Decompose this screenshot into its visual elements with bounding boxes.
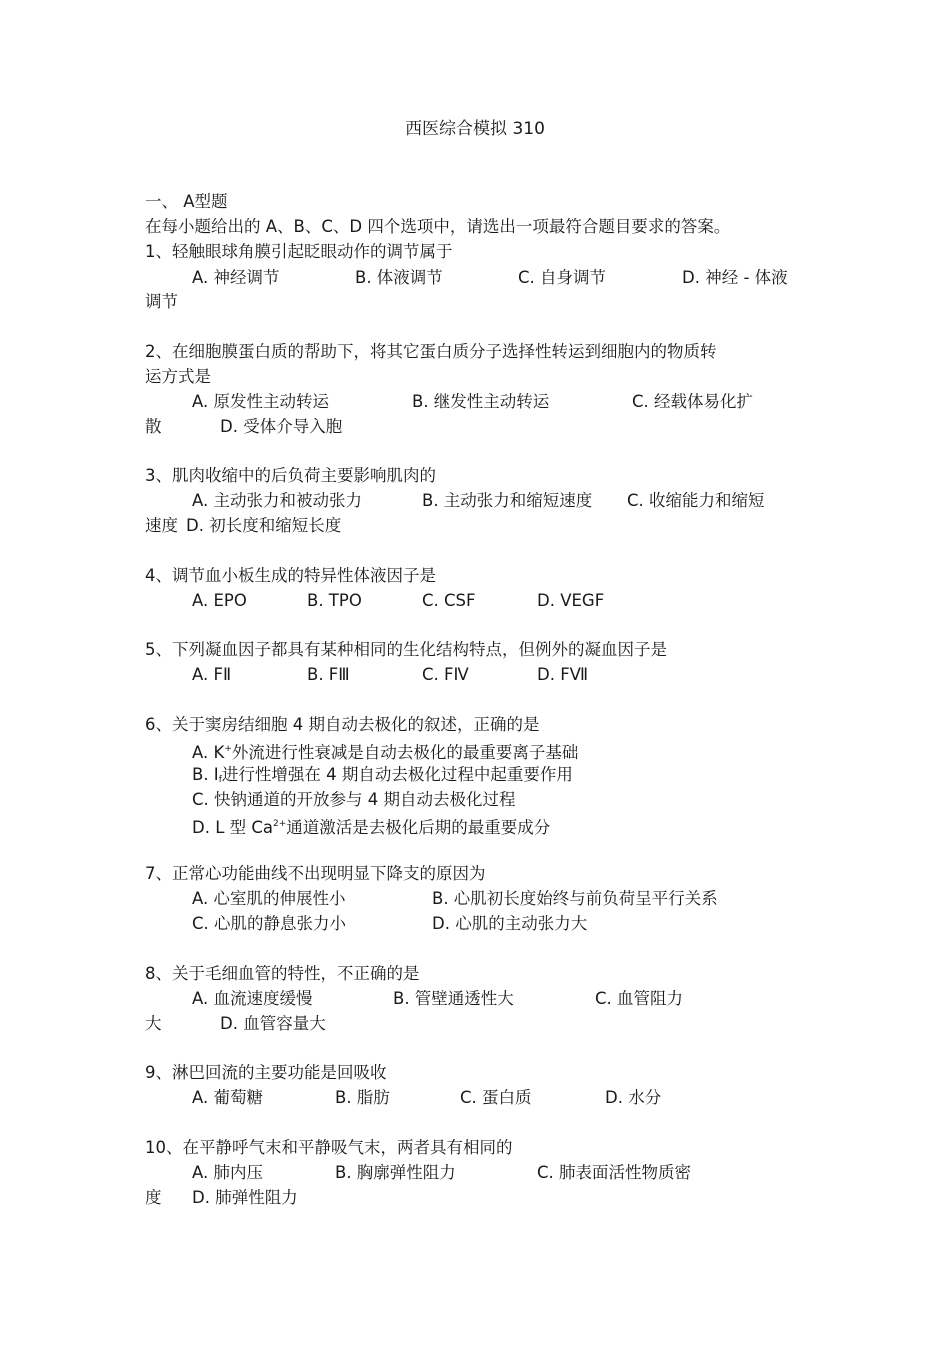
question-4-option-c: C. CSF — [422, 591, 476, 610]
question-5-option-d: D. FⅦ — [537, 665, 589, 684]
question-10-stem: 10、在平静呼气末和平静吸气末，两者具有相同的 — [145, 1138, 513, 1157]
question-5-option-c: C. FⅣ — [422, 665, 469, 684]
question-1-option-a: A. 神经调节 — [192, 268, 280, 287]
question-4-option-b: B. TPO — [307, 591, 362, 610]
page-title: 西医综合模拟 310 — [405, 119, 545, 139]
question-7-option-b: B. 心肌初长度始终与前负荷呈平行关系 — [432, 889, 718, 908]
question-7-option-d: D. 心肌的主动张力大 — [432, 914, 588, 933]
question-4-option-a: A. EPO — [192, 591, 247, 610]
question-1-option-c: C. 自身调节 — [518, 268, 607, 287]
question-1-continuation: 调节 — [145, 292, 178, 311]
question-6-option-b-prefix: B. I — [192, 765, 219, 784]
question-3-stem: 3、肌肉收缩中的后负荷主要影响肌肉的 — [145, 466, 436, 485]
question-1-stem: 1、轻触眼球角膜引起眨眼动作的调节属于 — [145, 242, 453, 261]
question-3-continuation: 速度 — [145, 516, 178, 535]
question-3-option-c: C. 收缩能力和缩短 — [627, 491, 765, 510]
question-7-option-a: A. 心室肌的伸展性小 — [192, 889, 346, 908]
question-6-option-c: C. 快钠通道的开放参与 4 期自动去极化过程 — [192, 790, 516, 809]
question-8-option-c: C. 血管阻力 — [595, 989, 684, 1008]
question-9-stem: 9、淋巴回流的主要功能是回吸收 — [145, 1063, 387, 1082]
question-2-stem-cont: 运方式是 — [145, 367, 211, 386]
question-5-option-a: A. FⅡ — [192, 665, 232, 684]
question-6-option-d — [192, 812, 550, 840]
question-3-option-a: A. 主动张力和被动张力 — [192, 491, 362, 510]
question-9-option-d: D. 水分 — [605, 1088, 662, 1107]
question-10-option-d: D. 肺弹性阻力 — [192, 1188, 298, 1207]
section-heading: 一、 A型题 — [145, 192, 228, 211]
question-8-stem: 8、关于毛细血管的特性，不正确的是 — [145, 964, 420, 983]
question-10-option-a: A. 肺内压 — [192, 1163, 263, 1182]
question-7-option-c: C. 心肌的静息张力小 — [192, 914, 347, 933]
question-9-option-a: A. 葡萄糖 — [192, 1088, 263, 1107]
question-6-stem: 6、关于窦房结细胞 4 期自动去极化的叙述，正确的是 — [145, 715, 540, 734]
question-1-option-d: D. 神经 - 体液 — [682, 268, 788, 287]
question-8-option-d: D. 血管容量大 — [220, 1014, 326, 1033]
current-subscript: f — [218, 775, 222, 785]
question-2-stem: 2、在细胞膜蛋白质的帮助下，将其它蛋白质分子选择性转运到细胞内的物质转 — [145, 342, 717, 361]
question-4-option-d: D. VEGF — [537, 591, 605, 610]
instruction-text: 在每小题给出的 A、B、C、D 四个选项中，请选出一项最符合题目要求的答案。 — [145, 217, 731, 236]
question-2-option-d: D. 受体介导入胞 — [220, 417, 343, 436]
calcium-superscript: 2+ — [273, 819, 287, 829]
question-5-stem: 5、下列凝血因子都具有某种相同的生化结构特点，但例外的凝血因子是 — [145, 640, 667, 659]
question-2-option-b: B. 继发性主动转运 — [412, 392, 550, 411]
question-3-option-b: B. 主动张力和缩短速度 — [422, 491, 593, 510]
question-5-option-b: B. FⅢ — [307, 665, 350, 684]
question-8-option-b: B. 管壁通透性大 — [393, 989, 514, 1008]
question-10-option-b: B. 胸廓弹性阻力 — [335, 1163, 456, 1182]
question-6-option-a-prefix: A. K — [192, 743, 225, 762]
question-6-option-a-text: 外流进行性衰减是自动去极化的最重要离子基础 — [231, 743, 579, 762]
question-2-option-a: A. 原发性主动转运 — [192, 392, 329, 411]
question-6-option-d-prefix: D. L 型 Ca — [192, 818, 274, 837]
question-9-option-c: C. 蛋白质 — [460, 1088, 532, 1107]
potassium-superscript: + — [224, 744, 232, 754]
question-8-continuation: 大 — [145, 1014, 162, 1033]
question-2-option-c: C. 经载体易化扩 — [632, 392, 754, 411]
question-1-option-b: B. 体液调节 — [355, 268, 443, 287]
question-8-option-a: A. 血流速度缓慢 — [192, 989, 313, 1008]
question-7-stem: 7、正常心功能曲线不出现明显下降支的原因为 — [145, 864, 486, 883]
question-4-stem: 4、调节血小板生成的特异性体液因子是 — [145, 566, 436, 585]
question-6-option-d-text: 通道激活是去极化后期的最重要成分 — [286, 818, 551, 837]
question-9-option-b: B. 脂肪 — [335, 1088, 390, 1107]
question-2-continuation: 散 — [145, 417, 162, 436]
question-3-option-d: D. 初长度和缩短长度 — [186, 516, 342, 535]
question-6-option-b-text: 进行性增强在 4 期自动去极化过程中起重要作用 — [221, 765, 573, 784]
question-10-option-c: C. 肺表面活性物质密 — [537, 1163, 692, 1182]
question-10-continuation: 度 — [145, 1188, 162, 1207]
question-6-option-a — [192, 737, 578, 765]
